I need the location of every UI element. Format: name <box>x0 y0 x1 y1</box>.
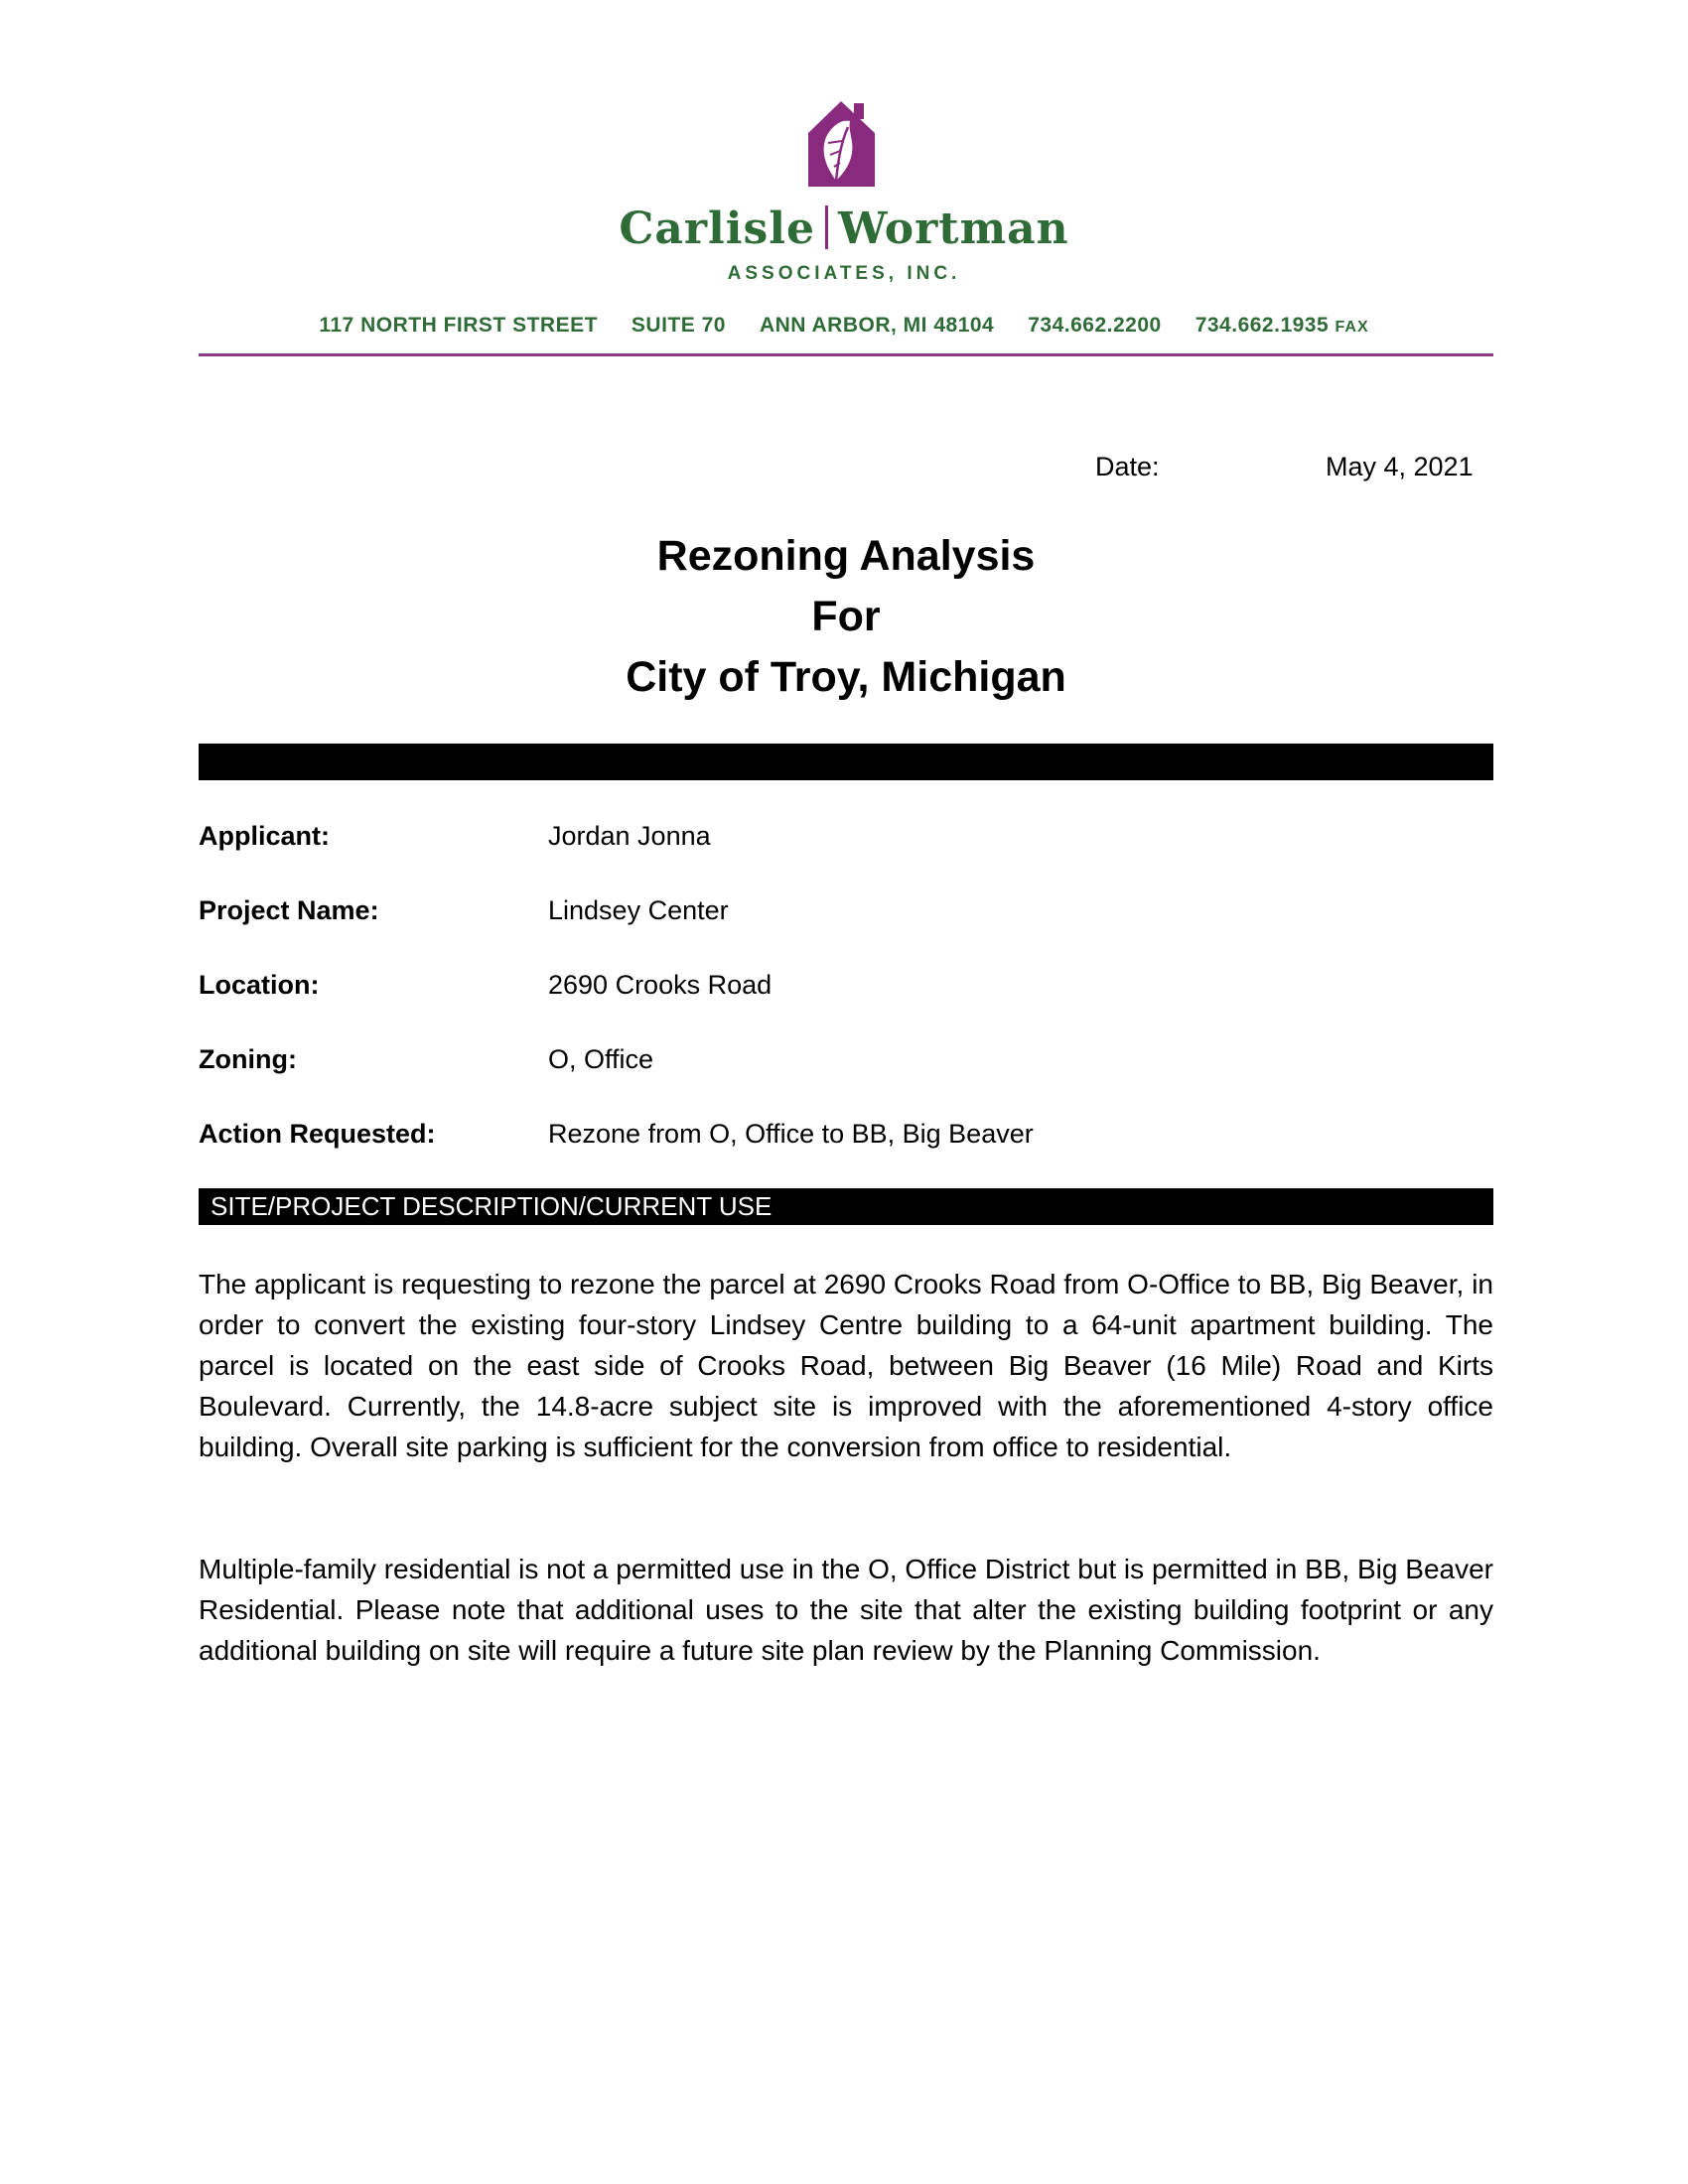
company-name-left: Carlisle <box>619 204 815 254</box>
company-name-right: Wortman <box>837 204 1069 254</box>
address-fax <box>1196 314 1369 338</box>
company-name <box>199 204 1489 254</box>
title-line-1: Rezoning Analysis <box>656 532 1036 580</box>
document-title <box>199 526 1493 708</box>
address-city: ANN ARBOR, MI 48104 <box>759 314 995 337</box>
address-phone: 734.662.2200 <box>1028 314 1162 337</box>
leaf-house-logo-icon <box>804 97 879 189</box>
body-paragraph-1: The applicant is requesting to rezone the parcel at 2690 Crooks Road from O-Office to BB, Big Beaver, in order to convert the existing four-story Lindsey Centre building to a 64-unit apartment building. The parcel is located on the east side of Crooks Road, between Big Beaver (16 Mile) Road and Kirts Boulevard. Currently, the 14.8-acre subject site is improved with the aforementioned 4-story office building. Overall site parking is sufficient for the conversion from office to residential. <box>199 1269 1493 1462</box>
info-label: Location: <box>199 970 320 1000</box>
info-label: Action Requested: <box>199 1119 436 1149</box>
header-divider <box>199 353 1493 356</box>
date-value: May 4, 2021 <box>1326 452 1474 481</box>
date-label: Date: <box>1095 452 1160 481</box>
company-name-divider <box>825 205 828 249</box>
body-paragraph-2: Multiple-family residential is not a permitted use in the O, Office District but is permitted in BB, Big Beaver Residential. Please note that additional uses to the site that alter the existing building footprint or any additional building on site will require a future site plan review by the Planning Commission. <box>199 1554 1493 1666</box>
info-label: Zoning: <box>199 1044 297 1074</box>
title-line-2: For <box>811 593 881 640</box>
info-value: 2690 Crooks Road <box>548 970 773 1000</box>
title-divider-bar <box>199 744 1493 780</box>
address-suite: SUITE 70 <box>631 314 726 337</box>
info-value: Lindsey Center <box>548 895 729 925</box>
address-street: 117 NORTH FIRST STREET <box>319 314 598 337</box>
fax-number: 734.662.1935 <box>1195 314 1330 337</box>
title-line-3: City of Troy, Michigan <box>626 653 1066 701</box>
section-heading: SITE/PROJECT DESCRIPTION/CURRENT USE <box>199 1188 1493 1225</box>
letterhead <box>199 79 1489 357</box>
info-label: Applicant: <box>199 821 330 851</box>
company-subtitle: ASSOCIATES, INC. <box>727 263 961 284</box>
fax-label: FAX <box>1335 319 1369 336</box>
address-line <box>199 314 1489 338</box>
info-value: O, Office <box>548 1044 654 1074</box>
info-value: Rezone from O, Office to BB, Big Beaver <box>548 1119 1034 1149</box>
info-value: Jordan Jonna <box>548 821 711 851</box>
info-label: Project Name: <box>199 895 379 925</box>
